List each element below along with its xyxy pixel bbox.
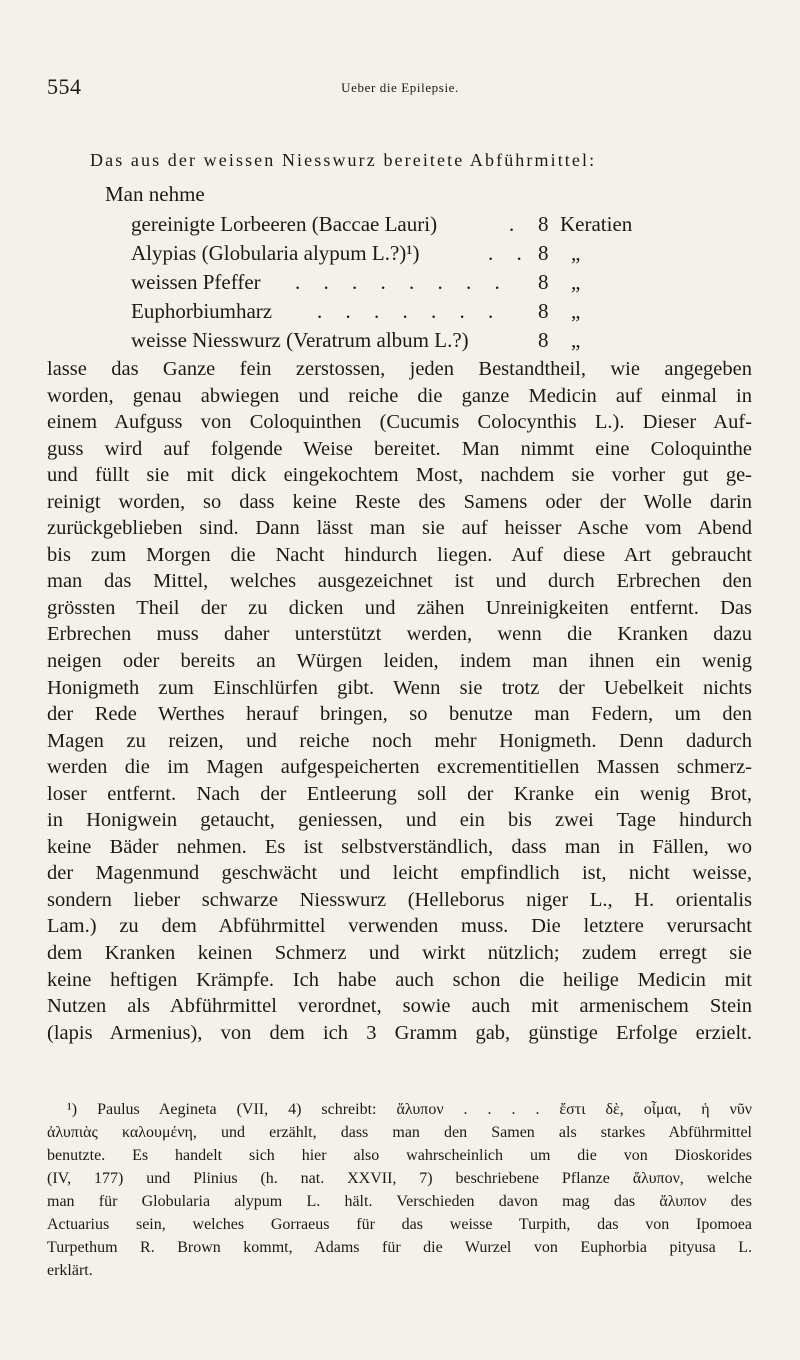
recipe-ingredient: gereinigte Lorbeeren (Baccae Lauri) (131, 212, 438, 236)
footnote-line: benutzte. Es handelt sich hier also wahrscheinlich um die von Dioskorides (47, 1147, 752, 1164)
leader-dots: . . (488, 241, 531, 265)
text-line: einem Aufguss von Coloquinthen (Cucumis Colocynthis L.). Dieser Auf- (47, 411, 752, 434)
recipe-list (131, 210, 771, 355)
running-title: Ueber die Epilepsie. (341, 80, 459, 95)
recipe-quantity: 8 (538, 212, 549, 236)
footnote-line: Actuarius sein, welches Gorraeus für das weisse Turpith, das von Ipomoea (47, 1216, 752, 1233)
text-line: guss wird auf folgende Weise bereitet. Man nimmt eine Coloquinthe (47, 437, 752, 460)
text-line: werden die im Magen aufgespeicherten excrementitiellen Massen schmerz- (47, 756, 752, 779)
recipe-unit: Keratien (560, 212, 633, 236)
footnote-line: Turpethum R. Brown kommt, Adams für die Wurzel von Euphorbia pityusa L. (47, 1239, 752, 1256)
leader-dots: . (509, 212, 524, 236)
recipe-ingredient: Alypias (Globularia alypum L.?)¹) (131, 241, 420, 265)
text-line: lasse das Ganze fein zerstossen, jeden Bestandtheil, wie angegeben (47, 358, 752, 380)
footnote-line: (IV, 177) und Plinius (h. nat. XXVII, 7) beschriebene Pflanze ἄλυπον, welche (47, 1170, 752, 1187)
section-heading: Das aus der weissen Niesswurz bereitete Abführmittel: (90, 150, 597, 170)
body-text (47, 356, 752, 1046)
recipe-quantity: 8 (538, 299, 549, 323)
text-line: neigen oder bereits an Würgen leiden, indem man ihnen ein wenig (47, 650, 752, 673)
footnote-line: ἀλυπιὰς καλουμένη, und erzählt, dass man den Samen als starkes Abführmittel (47, 1124, 752, 1141)
text-line: dem Kranken keinen Schmerz und wirkt nützlich; zudem erregt sie (47, 942, 752, 965)
recipe-item (131, 239, 771, 268)
text-line: Nutzen als Abführmittel verordnet, sowie auch mit armenischem Stein (47, 995, 752, 1018)
text-line: und füllt sie mit dick eingekochtem Most, nachdem sie vorher gut ge- (47, 464, 752, 487)
text-line: Magen zu reizen, und reiche noch mehr Honigmeth. Denn dadurch (47, 729, 752, 752)
recipe-quantity: 8 (538, 270, 549, 294)
text-line: Lam.) zu dem Abführmittel verwenden muss. Die letztere verursacht (47, 915, 752, 938)
text-line: in Honigwein getaucht, geniessen, und ein bis zwei Tage hindurch (47, 809, 752, 832)
text-line: loser entfernt. Nach der Entleerung soll der Kranke ein wenig Brot, (47, 782, 752, 805)
recipe-quantity: 8 (538, 328, 549, 352)
text-line: der Rede Werthes herauf bringen, so benutze man Federn, um den (47, 703, 752, 726)
text-line: worden, genau abwiegen und reiche die ganze Medicin auf einmal in (47, 384, 752, 407)
recipe-item (131, 326, 771, 355)
footnote-line: erklärt. (47, 1262, 93, 1279)
recipe-item (131, 268, 771, 297)
recipe-ingredient: weisse Niesswurz (Veratrum album L.?) (131, 328, 469, 352)
recipe-ingredient: Euphorbiumharz (131, 299, 273, 323)
recipe-unit: „ (571, 270, 581, 294)
recipe-ingredient: weissen Pfeffer (131, 270, 261, 294)
footnote (47, 1098, 752, 1282)
leader-dots: . . . . . . . (317, 299, 503, 323)
text-line: bis zum Morgen die Nacht hindurch liegen. Auf diese Art gebraucht (47, 543, 752, 566)
text-line: zurückgeblieben sind. Dann lässt man sie auf heisser Asche vom Abend (47, 517, 752, 540)
recipe-quantity: 8 (538, 241, 549, 265)
text-line: keine Bäder nehmen. Es ist selbstverständlich, dass man in Fällen, wo (47, 835, 752, 858)
text-line: Erbrechen muss daher unterstützt werden, wenn die Kranken dazu (47, 623, 752, 646)
recipe-intro: Man nehme (105, 182, 205, 206)
footnote-line: man für Globularia alypum L. hält. Verschieden davon mag das ἄλυπον des (47, 1193, 752, 1210)
text-line: keine heftigen Krämpfe. Ich habe auch schon die heilige Medicin mit (47, 968, 752, 991)
text-line: Honigmeth zum Einschlürfen gibt. Wenn sie trotz der Uebelkeit nichts (47, 676, 752, 699)
recipe-item (131, 210, 771, 239)
text-line: grössten Theil der zu dicken und zähen Unreinigkeiten entfernt. Das (47, 596, 752, 619)
recipe-item (131, 297, 771, 326)
text-line: man das Mittel, welches ausgezeichnet ist und durch Erbrechen den (47, 570, 752, 593)
text-line: reinigt worden, so dass keine Reste des Samens oder der Wolle darin (47, 490, 752, 513)
text-line: (lapis Armenius), von dem ich 3 Gramm gab, günstige Erfolge erzielt. (47, 1021, 752, 1044)
recipe-unit: „ (571, 241, 581, 265)
recipe-unit: „ (571, 328, 581, 352)
recipe-unit: „ (571, 299, 581, 323)
footnote-line: ¹) Paulus Aegineta (VII, 4) schreibt: ἄλυπον . . . . ἔστι δὲ, οἶμαι, ἡ νῦν (67, 1101, 752, 1118)
text-line: sondern lieber schwarze Niesswurz (Helleborus niger L., H. orientalis (47, 888, 752, 911)
page-number: 554 (47, 74, 82, 99)
text-line: der Magenmund geschwächt und leicht empfindlich ist, nicht weisse, (47, 862, 752, 885)
leader-dots: . . . . . . . . (295, 270, 509, 294)
